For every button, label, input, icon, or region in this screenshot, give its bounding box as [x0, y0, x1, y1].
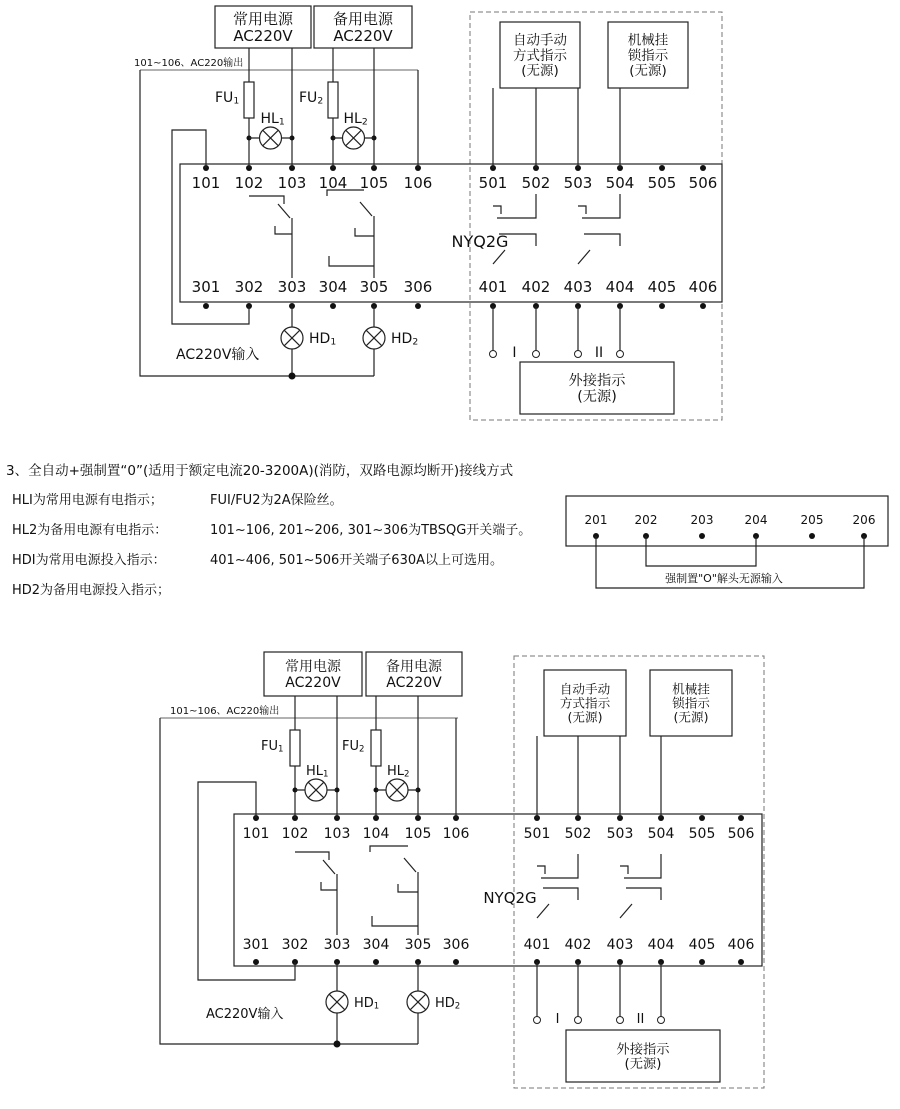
bottom-terminal-label: 301	[191, 278, 221, 296]
lamp-hl1-label: HL1	[306, 764, 329, 780]
bottom-terminal-label: 406	[727, 937, 755, 953]
top-terminal-label: 502	[521, 174, 551, 192]
note-tbsqg: 101~106, 201~206, 301~306为TBSQG开关端子。	[210, 523, 532, 538]
top-terminal-label: 102	[281, 826, 309, 842]
top-terminal-label: 506	[727, 826, 755, 842]
bottom-terminal-label: 405	[688, 937, 716, 953]
bottom-terminal-label: 402	[521, 278, 551, 296]
note-hl2: HL2为备用电源有电指示：	[12, 523, 168, 538]
bottom-terminal-label: 404	[605, 278, 635, 296]
fuse-1-label: FU1	[261, 738, 284, 755]
strip-jumper	[646, 536, 756, 566]
note-630a: 401~406, 501~506开关端子630A以上可选用。	[210, 553, 504, 568]
device-name: NYQ2G	[451, 232, 509, 251]
top-terminal-label: 501	[478, 174, 508, 192]
mode-indicator-box-line: (无源)	[567, 709, 603, 725]
strip-label: 强制置"O"解头无源输入	[665, 572, 783, 585]
bottom-terminal-label: 305	[404, 937, 432, 953]
mark-i: I	[512, 345, 517, 361]
bottom-terminal-label: 306	[403, 278, 433, 296]
bottom-terminal-label: 401	[523, 937, 551, 953]
supply-normal-box-line: AC220V	[233, 26, 293, 45]
device-name: NYQ2G	[483, 889, 537, 907]
mode-indicator-box-line: 方式指示	[513, 47, 567, 64]
strip-frame	[566, 496, 888, 546]
external-indicator-box-line: (无源)	[577, 389, 617, 406]
supply-backup-box-line: 备用电源	[386, 659, 442, 676]
mark-ii: II	[594, 345, 604, 361]
top-terminal-label: 501	[523, 826, 551, 842]
external-indicator-box-line: 外接指示	[568, 373, 626, 390]
bottom-terminal-label: 303	[323, 937, 351, 953]
output-label: 101~106、AC220输出	[170, 706, 280, 717]
note-hl1: HLI为常用电源有电指示；	[12, 493, 163, 508]
lock-indicator-box-line: 机械挂	[672, 681, 710, 697]
input-label: AC220V输入	[206, 1007, 284, 1022]
bottom-terminal-label: 304	[362, 937, 390, 953]
lock-indicator-box-line: (无源)	[673, 709, 709, 725]
lock-indicator-box-line: 机械挂	[627, 32, 669, 49]
supply-normal-box-line: 常用电源	[232, 10, 294, 28]
strip-terminal-label: 206	[852, 513, 876, 527]
strip-terminal-label: 205	[800, 513, 824, 527]
top-terminal-label: 102	[234, 174, 264, 192]
mark-i: I	[555, 1012, 560, 1027]
top-terminal-label: 104	[318, 174, 348, 192]
lamp-hd2-label: HD2	[435, 996, 461, 1012]
bottom-terminal-label: 301	[242, 937, 270, 953]
top-terminal-label: 106	[442, 826, 470, 842]
lock-indicator-box-line: 锁指示	[627, 47, 669, 64]
external-indicator-box-line: (无源)	[624, 1057, 662, 1073]
top-terminal-label: 506	[688, 174, 718, 192]
supply-backup-box-line: AC220V	[386, 674, 442, 691]
top-terminal-label: 103	[323, 826, 351, 842]
bottom-terminal-label: 304	[318, 278, 348, 296]
lamp-hd1-label: HD1	[354, 996, 380, 1012]
supply-normal-box-line: 常用电源	[285, 659, 341, 676]
note-hd1: HDI为常用电源投入指示：	[12, 553, 166, 568]
fuse-2-label: FU2	[299, 89, 324, 107]
top-terminal-label: 505	[647, 174, 677, 192]
lock-indicator-box-line: (无源)	[629, 62, 667, 79]
bottom-terminal-label: 403	[606, 937, 634, 953]
note-fuse: FUI/FU2为2A保险丝。	[210, 493, 343, 508]
top-terminal-label: 504	[605, 174, 635, 192]
bottom-terminal-label: 404	[647, 937, 675, 953]
lamp-hd1-label: HD1	[309, 331, 337, 348]
lamp-hl2-label: HL2	[387, 764, 410, 780]
top-terminal-label: 505	[688, 826, 716, 842]
lamp-hl2-label: HL2	[343, 111, 368, 128]
top-terminal-label: 503	[563, 174, 593, 192]
supply-backup-box-line: AC220V	[333, 26, 393, 45]
strip-terminal-label: 204	[744, 513, 768, 527]
bottom-terminal-label: 402	[564, 937, 592, 953]
fuse-1-label: FU1	[215, 89, 240, 107]
external-indicator-box-line: 外接指示	[616, 1042, 670, 1058]
strip-terminal-label: 202	[634, 513, 658, 527]
lock-indicator-box-line: 锁指示	[672, 695, 710, 711]
bottom-terminal-label: 403	[563, 278, 593, 296]
top-terminal-label: 101	[191, 174, 221, 192]
top-terminal-label: 504	[647, 826, 675, 842]
strip-terminal-dot	[809, 533, 815, 539]
strip-terminal-dot	[699, 533, 705, 539]
mode-indicator-box-line: 自动手动	[559, 681, 611, 697]
mark-ii: II	[636, 1012, 645, 1027]
bottom-terminal-label: 306	[442, 937, 470, 953]
top-terminal-label: 106	[403, 174, 433, 192]
strip-terminal-label: 203	[690, 513, 714, 527]
bottom-terminal-label: 406	[688, 278, 718, 296]
mode-indicator-box-line: 方式指示	[559, 695, 611, 711]
strip-terminal-label: 201	[584, 513, 608, 527]
bottom-terminal-label: 401	[478, 278, 508, 296]
top-terminal-label: 105	[404, 826, 432, 842]
lamp-hl1-label: HL1	[260, 111, 285, 128]
output-label: 101~106、AC220输出	[134, 58, 244, 69]
bottom-terminal-label: 405	[647, 278, 677, 296]
top-terminal-label: 105	[359, 174, 389, 192]
supply-normal-box-line: AC220V	[285, 674, 341, 691]
bottom-terminal-label: 305	[359, 278, 389, 296]
top-terminal-label: 503	[606, 826, 634, 842]
bottom-terminal-label: 302	[281, 937, 309, 953]
mode-indicator-box-line: 自动手动	[513, 32, 567, 49]
top-terminal-label: 103	[277, 174, 307, 192]
section-title: 3、全自动+强制置“0”(适用于额定电流20-3200A)(消防，双路电源均断开)接线方式	[6, 463, 514, 479]
input-label: AC220V输入	[176, 347, 260, 363]
lamp-hd2-label: HD2	[391, 331, 419, 348]
note-hd2: HD2为备用电源投入指示；	[12, 583, 171, 598]
top-terminal-label: 502	[564, 826, 592, 842]
bottom-terminal-label: 303	[277, 278, 307, 296]
top-terminal-label: 101	[242, 826, 270, 842]
top-terminal-label: 104	[362, 826, 390, 842]
mode-indicator-box-line: (无源)	[521, 62, 559, 79]
fuse-2-label: FU2	[342, 738, 365, 755]
bottom-terminal-label: 302	[234, 278, 264, 296]
supply-backup-box-line: 备用电源	[332, 10, 394, 28]
